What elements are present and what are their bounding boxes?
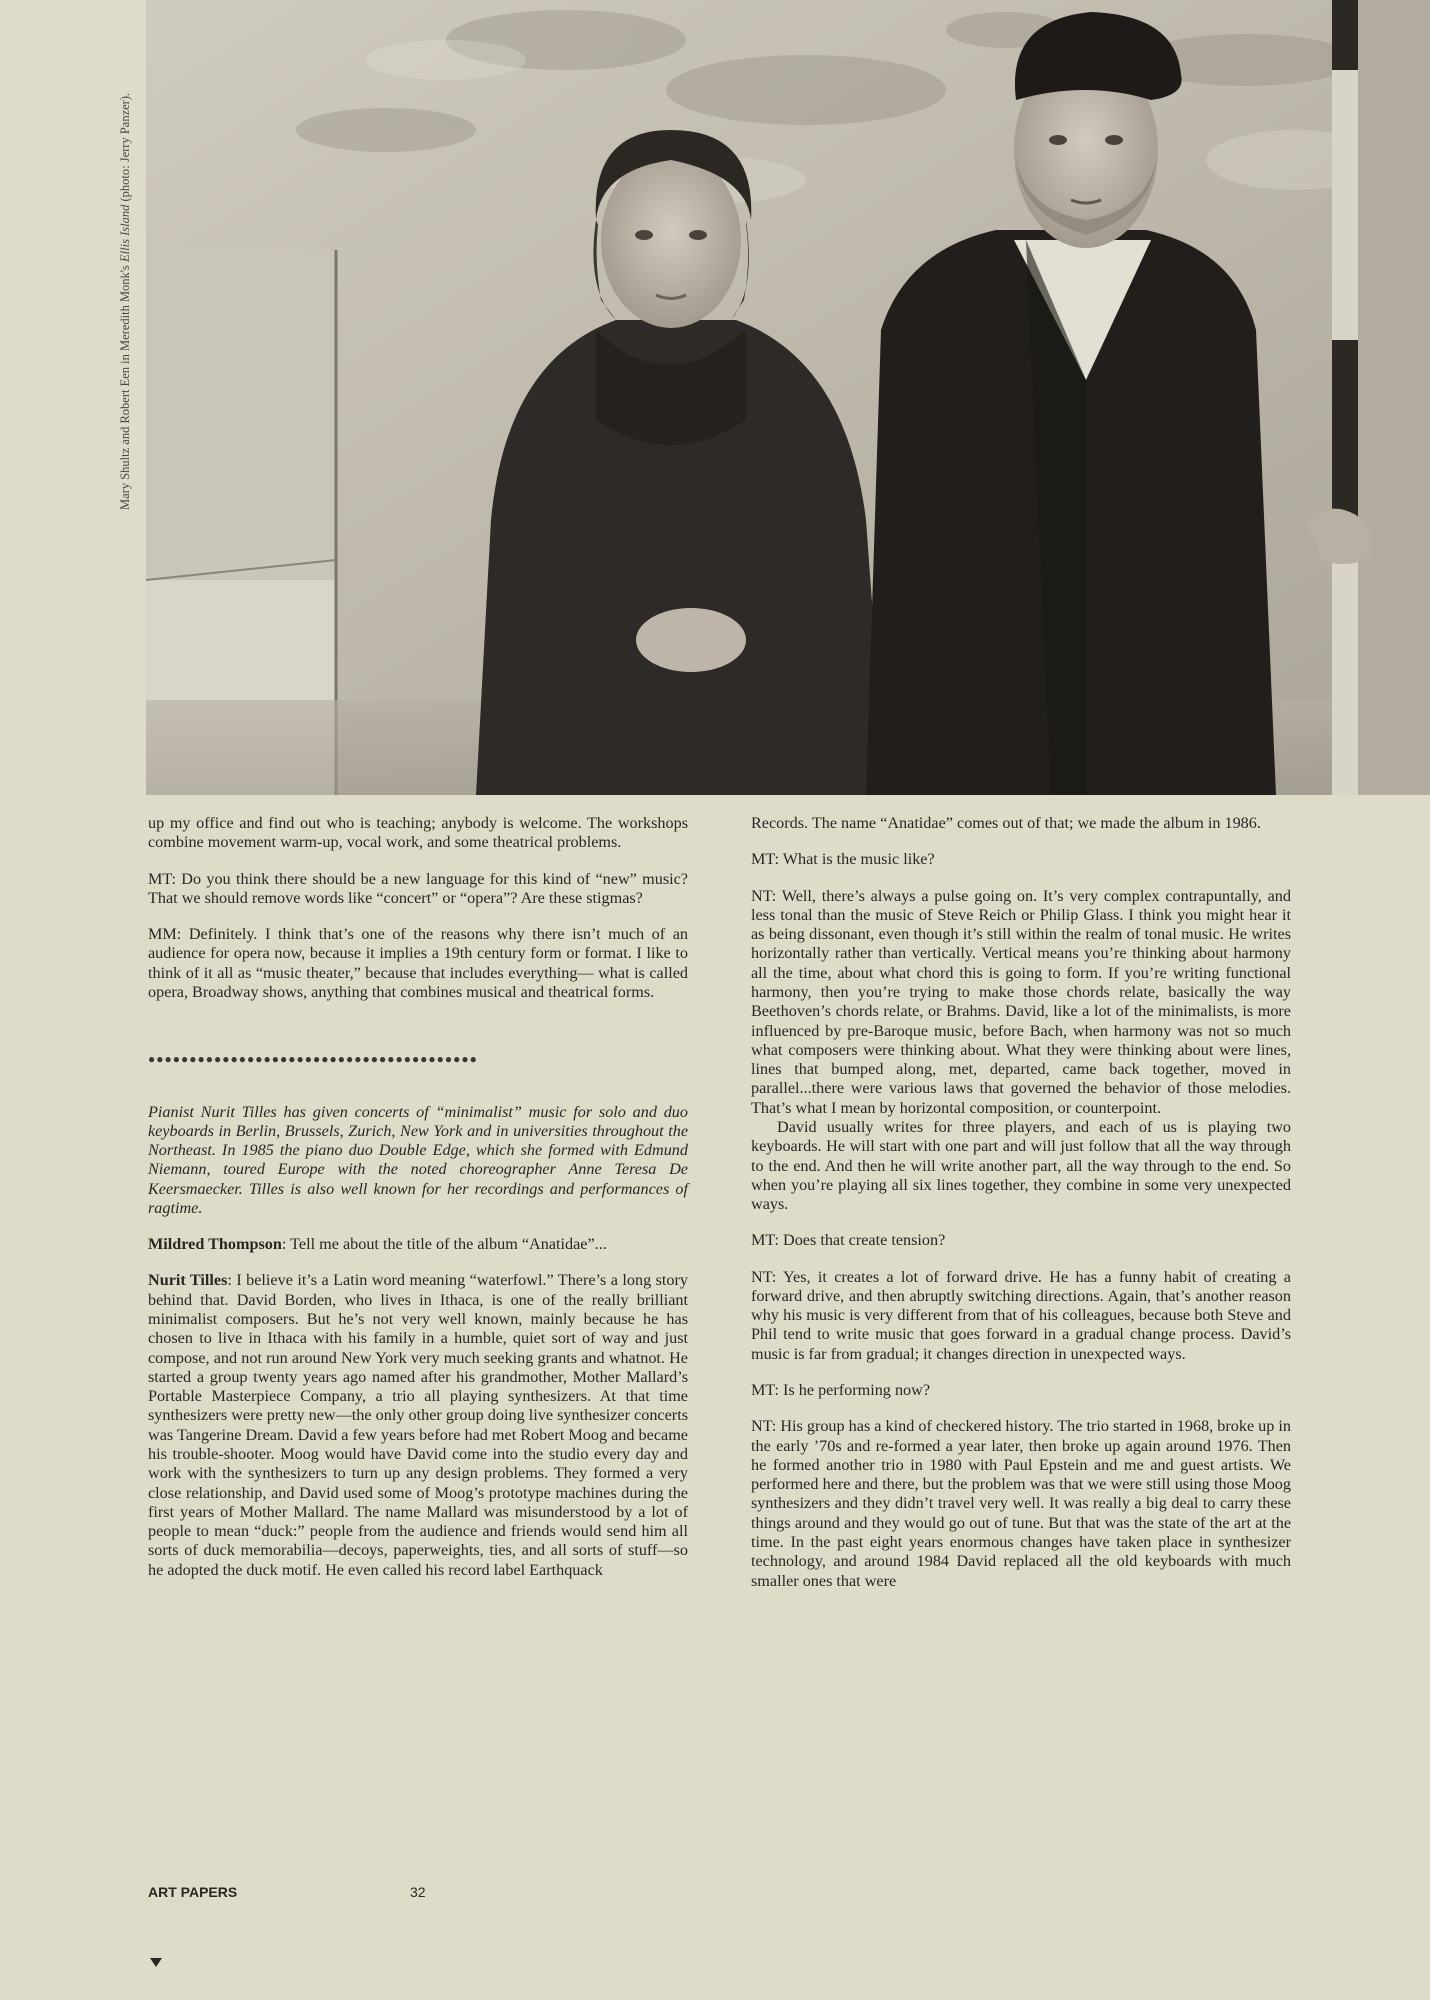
photo-caption: [118, 20, 136, 510]
question: MT: What is the music like?: [751, 850, 935, 869]
photo-caption-credit: (photo: Jerry Panzer).: [118, 92, 132, 205]
question: MT: Is he performing now?: [751, 1381, 931, 1400]
answer: MM: Definitely. I think that’s one of the reasons why there isn’t much of an audience for opera now, because it implies a 19th century form or format. I like to think of it all as “music theater,” because that includes everything— what is called opera, Broadway shows, anything that combines musical and theatrical forms.: [148, 925, 688, 1001]
paragraph: Records. The name “Anatidae” comes out of that; we made the album in 1986.: [751, 814, 1261, 832]
answer: [148, 1271, 688, 1580]
answer-continued: David usually writes for three players, and each of us is playing two keyboards. He will start with one part and will just follow that all the way through to the end. And then he will write another part, all the way through to the end. So when you’re playing all six lines together, they combine in some very unexpected ways.: [751, 1117, 1291, 1214]
speaker-name: Nurit Tilles: [148, 1271, 228, 1290]
paragraph: up my office and find out who is teaching; anybody is welcome. The workshops combine movement warm-up, vocal work, and some theatrical problems.: [148, 814, 688, 852]
speaker-name: Mildred Thompson: [148, 1235, 282, 1254]
question-text: : Tell me about the title of the album “Anatidae”...: [281, 1235, 607, 1254]
question: MT: Does that create tension?: [751, 1231, 946, 1250]
photo-image: [146, 0, 1430, 795]
answer: NT: Well, there’s always a pulse going on. It’s very complex contrapuntally, and less tonal than the music of Steve Reich or Philip Glass. I think you might hear it as being dissonant, even though it’s still within the realm of tonal music. He writes horizontally rather than vertically. Vertical means you’re thinking about harmony all the time, about what chord this is going to form. If you’re writing functional harmony, then you’re trying to make those chords relate, basically the way Beethoven’s chords relate, or Brahms. David, like a lot of the minimalists, is more influenced by pre-Baroque music, before Bach, when harmony was not so much what composers were thinking about. What they were thinking about were lines, lines that bumped along, met, departed, came back together, moved in parallel...there were various laws that governed the behavior of those melodies. That’s what I mean by horizontal composition, or counterpoint.: [751, 886, 1291, 1117]
right-column: [751, 814, 1291, 1591]
photo-caption-title: Ellis Island: [118, 204, 132, 262]
left-column: [148, 814, 688, 1580]
photo: [146, 0, 1430, 795]
answer: NT: Yes, it creates a lot of forward drive. He has a funny habit of creating a forward drive, and then abruptly switching directions. Again, that’s another reason why his music is very different from that of his colleagues, because both Steve and Phil tend to write music that goes forward in a gradual change process. David’s music is far from gradual; it changes direction in unexpected ways.: [751, 1267, 1291, 1363]
answer-text: : I believe it’s a Latin word meaning “waterfowl.” There’s a long story behind that. David Borden, who lives in Ithaca, is one of the really brilliant minimalist composers. But he’s not very well known, mainly because he has chosen to live in Ithaca with his family in a humble, quiet sort of way and just compose, and not run around New York very much seeking grants and whatnot. He started a group twenty years ago named after his grandmother, Mother Mallard’s Portable Masterpiece Company, a trio all playing synthesizers. At that time synthesizers were pretty new—the only other group doing live synthesizer concerts was Tangerine Dream. David a few years before had met Robert Moog and became his trouble-shooter. Moog would have David come into the studio every day and work with the synthesizers to turn up any design problems. They formed a very close relationship, and David used some of Moog’s prototype machines during the first years of Mother Mallard. The name Mallard was misunderstood by a lot of people to mean “duck:” people from the audience and friends would send him all sorts of duck memorabilia—decoys, paperweights, ties, and all sorts of stuff—so he adopted the duck motif. He even called his record label Earthquack: [148, 1271, 688, 1579]
introduction: Pianist Nurit Tilles has given concerts of “minimalist” music for solo and duo keyboards in Berlin, Brussels, Zurich, New York and in universities throughout the Northeast. In 1985 the piano duo Double Edge, which she formed with Edmund Niemann, toured Europe with the noted choreographer Anne Teresa De Keersmaecker. Tilles is also well known for her recordings and performances of ragtime.: [148, 1102, 688, 1217]
section-divider: ●●●●●●●●●●●●●●●●●●●●●●●●●●●●●●●●●●●●●●●●: [148, 1052, 478, 1067]
question: MT: Do you think there should be a new language for this kind of “new” music? That we should remove words like “concert” or “opera”? Are these stigmas?: [148, 869, 688, 907]
answer: NT: His group has a kind of checkered history. The trio started in 1968, broke up in the early ’70s and re-formed a year later, then broke up again around 1976. Then he formed another trio in 1980 with Paul Epstein and me and guest artists. We performed here and there, but the problem was that we were still using those Moog synthesizers and they didn’t travel very well. It was really a big deal to carry these things around and they would go out of tune. But that was the state of the art at the time. In the past eight years enormous changes have taken place in synthesizer technology, and around 1984 David replaced all the old keyboards with much smaller ones that were: [751, 1417, 1292, 1590]
question: [148, 1235, 688, 1254]
page-footer: [148, 1884, 426, 1900]
publication-name: ART PAPERS: [148, 1884, 238, 1900]
photo-caption-text: Mary Shultz and Robert Een in Meredith Monk's: [118, 261, 132, 510]
page-number: 32: [410, 1884, 426, 1900]
down-arrow-icon: [150, 1958, 162, 1967]
